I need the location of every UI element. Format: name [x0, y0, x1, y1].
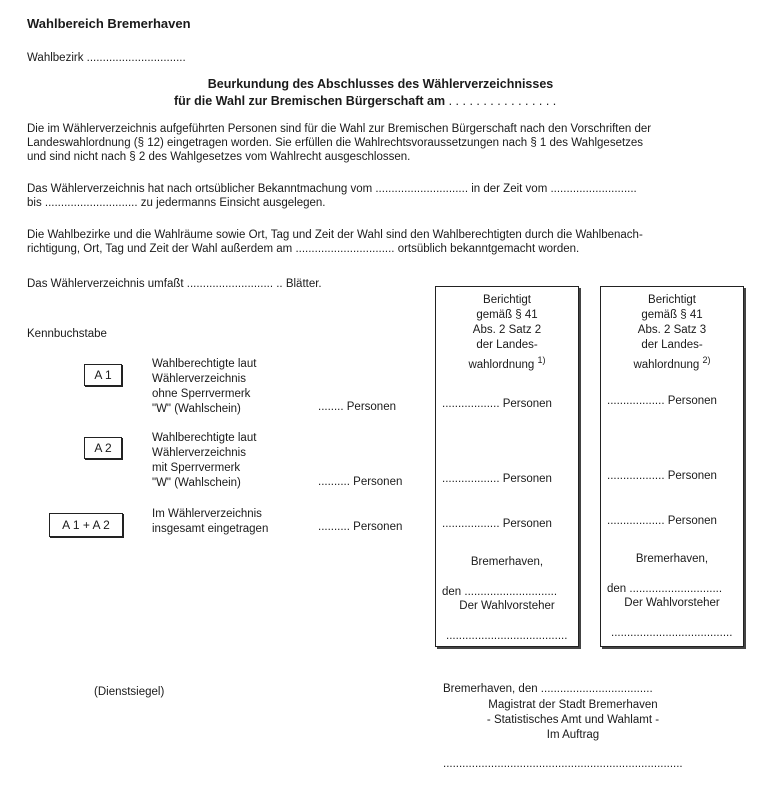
row-a2-count[interactable]: .......... Personen	[318, 476, 403, 488]
paragraph-eligibility: Die im Wählerverzeichnis aufgeführten Personen sind für die Wahl zur Bremischen Bürgerschaft nach den Vorschriften der Landeswahlordnung (§ 12) eingetragen worden. Sie erfüllen die Wahlrechtsvoraussetzungen nach § 1 des Wahlgesetzes und sind nicht nach § 2 des Wahlgesetzes vom Wahlrecht ausgeschlossen.	[27, 123, 652, 163]
column1-total-count[interactable]: .................. Personen	[442, 518, 552, 530]
footer-signature-line[interactable]: ...........................................................................	[443, 758, 683, 770]
election-date-field[interactable]: . . . . . . . . . . . . . . . .	[448, 94, 557, 108]
sheet-count-line[interactable]: Das Wählerverzeichnis umfaßt ........................... .. Blätter.	[27, 278, 322, 290]
column2-signer: Der Wahlvorsteher	[624, 597, 720, 609]
code-box-a1: A 1	[84, 364, 122, 386]
row-total-count[interactable]: .......... Personen	[318, 521, 403, 533]
paragraph-notification: Die Wahlbezirke und die Wahlräume sowie Ort, Tag und Zeit der Wahl sind den Wahlberechtigten durch die Wahlbenach- richtigung, Ort, Tag und Zeit der Wahl außerdem am ............................... ortsüblich bekanntgemacht worden.	[27, 229, 643, 255]
column2-city: Bremerhaven,	[635, 553, 709, 565]
district-field[interactable]: Wahlbezirk ...............................	[27, 52, 186, 64]
column2-date-field[interactable]: den .............................	[607, 583, 723, 595]
document-title-line1: Beurkundung des Abschlusses des Wählerverzeichnisses	[207, 77, 554, 91]
row-total-description: Im Wählerverzeichnis insgesamt eingetragen	[152, 508, 269, 535]
footnote-2-marker: 2)	[702, 355, 711, 365]
code-box-a2: A 2	[84, 437, 122, 459]
column1-a2-count[interactable]: .................. Personen	[442, 473, 552, 485]
official-seal-label: (Dienstsiegel)	[94, 686, 165, 698]
correction-column-satz3	[600, 286, 744, 647]
column2-a1-count[interactable]: .................. Personen	[607, 395, 717, 407]
column1-city: Bremerhaven,	[470, 556, 544, 568]
column2-a2-count[interactable]: .................. Personen	[607, 470, 717, 482]
footer-place-date[interactable]: Bremerhaven, den ...................................	[443, 683, 653, 695]
column1-signature-line[interactable]: ......................................	[446, 630, 568, 642]
column1-date-field[interactable]: den .............................	[442, 586, 558, 598]
column1-signer: Der Wahlvorsteher	[459, 600, 555, 612]
document-title-line2	[174, 94, 556, 108]
row-a1-description: Wahlberechtigte laut Wählerverzeichnis ohne Sperrvermerk "W" (Wahlschein)	[152, 358, 257, 415]
correction-column-satz2	[435, 286, 579, 647]
paragraph-publication: Das Wählerverzeichnis hat nach ortsüblicher Bekanntmachung vom ............................. in der Zeit vom ........................... bis ............................. zu jedermanns Einsicht ausgelegen.	[27, 183, 637, 209]
column1-heading: Berichtigt gemäß § 41 Abs. 2 Satz 2 der Landes- wahlordnung $^{1)}$	[468, 294, 546, 371]
row-a1-count[interactable]: ........ Personen	[318, 401, 396, 413]
column2-total-count[interactable]: .................. Personen	[607, 515, 717, 527]
column2-signature-line[interactable]: ......................................	[611, 627, 733, 639]
column1-a1-count[interactable]: .................. Personen	[442, 398, 552, 410]
code-box-a1-a2: A 1 + A 2	[49, 513, 123, 537]
kennbuchstabe-label: Kennbuchstabe	[27, 328, 107, 340]
title-line2-text: für die Wahl zur Bremischen Bürgerschaft am	[174, 94, 446, 108]
row-a2-description: Wahlberechtigte laut Wählerverzeichnis mit Sperrvermerk "W" (Wahlschein)	[152, 432, 257, 489]
column2-heading: Berichtigt gemäß § 41 Abs. 2 Satz 3 der Landes- wahlordnung $^{2)}$	[633, 294, 711, 371]
region-heading: Wahlbereich Bremerhaven	[27, 16, 191, 31]
footnote-1-marker: 1)	[537, 355, 546, 365]
footer-authority: Magistrat der Stadt Bremerhaven - Statistisches Amt und Wahlamt - Im Auftrag	[486, 699, 660, 741]
